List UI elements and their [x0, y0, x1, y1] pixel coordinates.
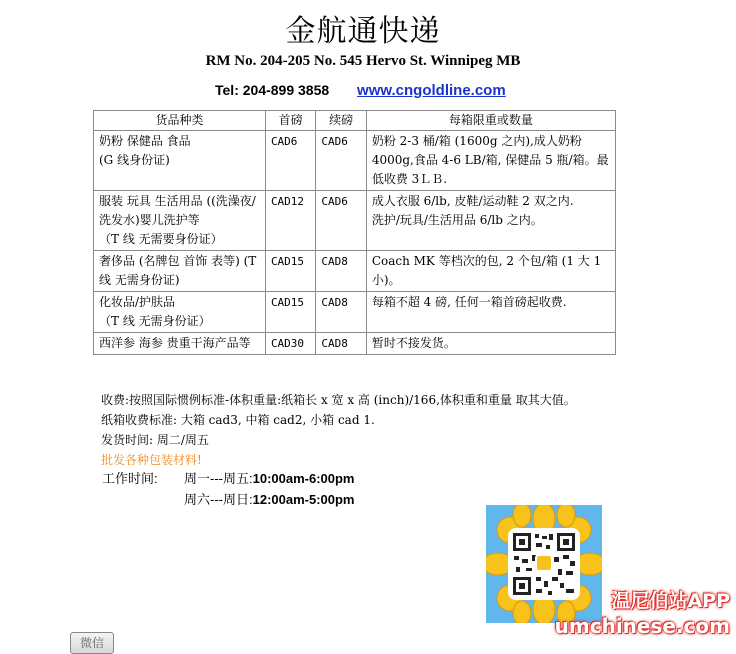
- weekday-days: 周一---周五:: [184, 471, 253, 486]
- notes-block: [101, 390, 576, 470]
- page-title: 金航通快递: [285, 14, 441, 49]
- col-header-first-lb: 首磅: [265, 111, 315, 131]
- ship-days-note: 发货时间: 周二/周五: [101, 433, 209, 447]
- cell-extra-lb: CAD6: [316, 191, 366, 251]
- cell-first-lb: CAD6: [265, 131, 315, 191]
- cell-limit: 成人衣服 6/lb, 皮鞋/运动鞋 2 双之内. 洗护/玩具/生活用品 6/lb 之内。: [366, 191, 615, 251]
- site-watermark: [555, 589, 730, 639]
- website-link[interactable]: www.cngoldline.com: [357, 82, 506, 99]
- cell-category: 奶粉 保健品 食品 (G 线身份证): [94, 131, 266, 191]
- col-header-limit: 每箱限重或数量: [366, 111, 615, 131]
- cell-limit: 暂时不接发货。: [366, 333, 615, 355]
- cell-category: 服装 玩具 生活用品 ((洗澡夜/洗发水)婴儿洗护等 （T 线 无需要身份证）: [94, 191, 266, 251]
- hours-row-weekend: [102, 489, 355, 510]
- cell-extra-lb: CAD8: [316, 333, 366, 355]
- address: RM No. 204-205 No. 545 Hervo St. Winnipeg MB: [205, 53, 521, 69]
- cell-first-lb: CAD30: [265, 333, 315, 355]
- cell-extra-lb: CAD8: [316, 292, 366, 333]
- watermark-line2: umchinese.com: [554, 614, 730, 638]
- weekday-time: 10:00am-6:00pm: [252, 471, 355, 486]
- business-hours: [102, 468, 355, 510]
- contact-line: [215, 82, 506, 99]
- cell-category: 奢侈品 (名牌包 首饰 表等) (T 线 无需身份证): [94, 251, 266, 292]
- billing-note: 收费:按照国际惯例标准-体积重量:纸箱长 x 宽 x 高 (inch)/166,体积重和重量 取其大值。: [101, 393, 576, 407]
- hours-label: 工作时间:: [102, 471, 158, 486]
- cell-first-lb: CAD12: [265, 191, 315, 251]
- wechat-share-button[interactable]: 微信: [70, 632, 114, 654]
- wholesale-note: 批发各种包装材料!: [101, 453, 202, 467]
- hours-row-weekday: [102, 468, 355, 489]
- weekend-days: 周六---周日:: [184, 492, 253, 507]
- box-fee-note: 纸箱收费标准: 大箱 cad3, 中箱 cad2, 小箱 cad 1.: [101, 413, 375, 427]
- cell-category: 化妆品/护肤品 （T 线 无需身份证）: [94, 292, 266, 333]
- col-header-category: 货品种类: [94, 111, 266, 131]
- table-row: [94, 251, 616, 292]
- telephone: Tel: 204-899 3858: [215, 82, 330, 98]
- watermark-line1: 温尼伯站APP: [611, 590, 730, 612]
- cell-extra-lb: CAD8: [316, 251, 366, 292]
- table-row: [94, 333, 616, 355]
- table-header-row: [94, 111, 616, 131]
- rates-table: [93, 110, 616, 355]
- cell-first-lb: CAD15: [265, 292, 315, 333]
- table-row: [94, 292, 616, 333]
- cell-category: 西洋参 海参 贵重干海产品等: [94, 333, 266, 355]
- table-row: [94, 131, 616, 191]
- col-header-extra-lb: 续磅: [316, 111, 366, 131]
- cell-extra-lb: CAD6: [316, 131, 366, 191]
- weekend-time: 12:00am-5:00pm: [252, 492, 355, 507]
- cell-limit: Coach MK 等档次的包, 2 个包/箱 (1 大 1 小)。: [366, 251, 615, 292]
- cell-first-lb: CAD15: [265, 251, 315, 292]
- cell-limit: 奶粉 2-3 桶/箱 (1600g 之内),成人奶粉 4000g,食品 4-6 LB/箱, 保健品 5 瓶/箱。最低收费 3ＬＢ.: [366, 131, 615, 191]
- cell-limit: 每箱不超 4 磅, 任何一箱首磅起收费.: [366, 292, 615, 333]
- table-row: [94, 191, 616, 251]
